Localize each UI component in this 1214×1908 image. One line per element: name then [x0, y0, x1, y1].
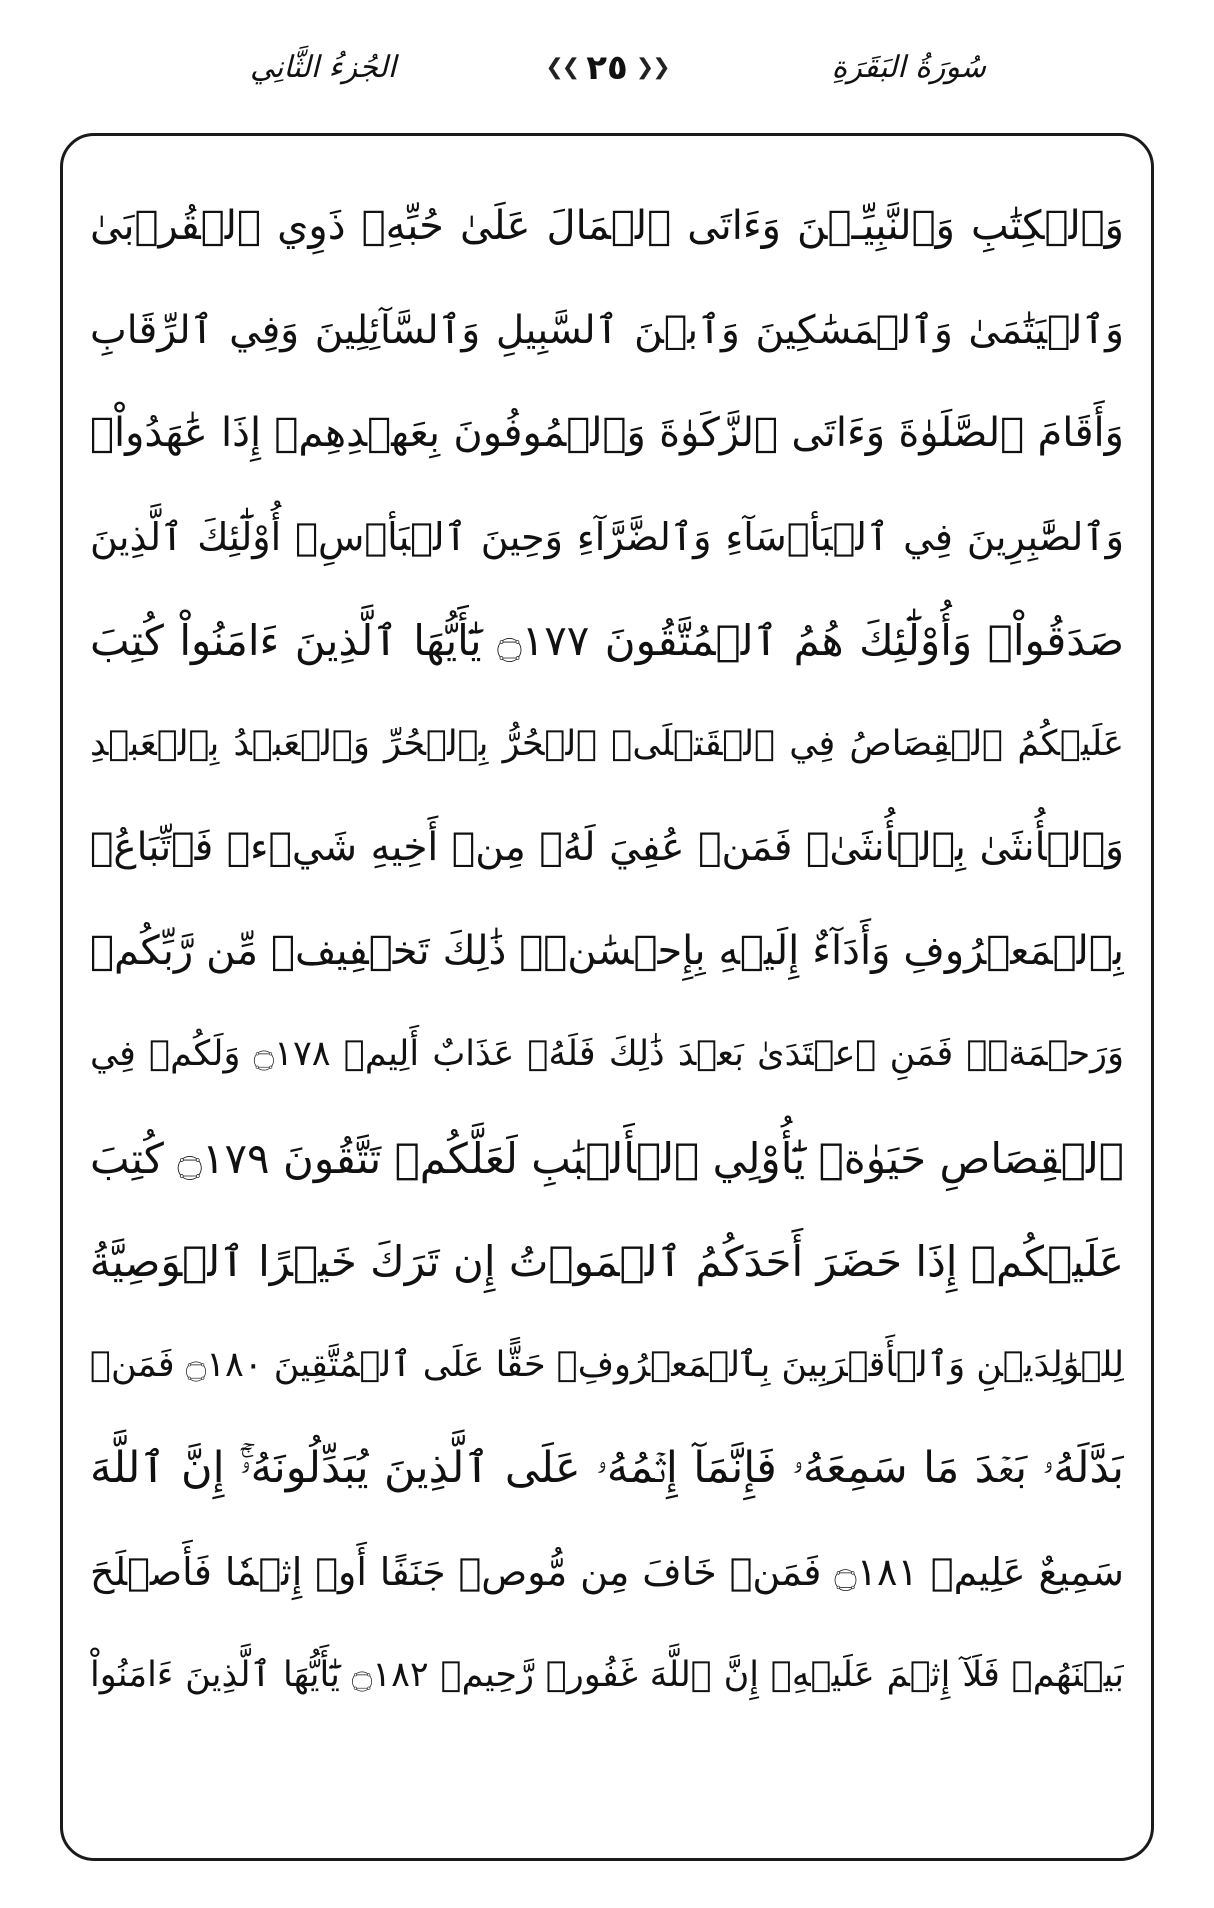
page-number-block — [545, 38, 668, 98]
text-line-4: وَٱلصَّٰبِرِينَ فِي ٱلۡبَأۡسَآءِ وَٱلضَّرَّآءِ وَحِينَ ٱلۡبَأۡسِۗ أُوْلَٰٓئِكَ ٱلَّذِينَ — [90, 514, 1124, 559]
page-number: ٢٥ — [586, 48, 628, 88]
text-line-15: بَيۡنَهُمۡ فَلَآ إِثۡمَ عَلَيۡهِۚ إِنَّ ٱللَّهَ غَفُورٞ رَّحِيمٞ ۝١٨٢ يَٰٓأَيُّهَا ٱلَّذِينَ ءَامَنُواْ — [90, 1655, 1124, 1695]
page-header — [0, 38, 1214, 98]
text-line-11: عَلَيۡكُمۡ إِذَا حَضَرَ أَحَدَكُمُ ٱلۡمَوۡتُ إِن تَرَكَ خَيۡرًا ٱلۡوَصِيَّةُ — [90, 1237, 1124, 1286]
text-line-14: سَمِيعٌ عَلِيمٞ ۝١٨١ فَمَنۡ خَافَ مِن مُّوصٖ جَنَفًا أَوۡ إِثۡمٗا فَأَصۡلَحَ — [90, 1549, 1124, 1594]
text-line-2: وَٱلۡيَتَٰمَىٰ وَٱلۡمَسَٰكِينَ وَٱبۡنَ ٱلسَّبِيلِ وَٱلسَّآئِلِينَ وَفِي ٱلرِّقَابِ — [90, 307, 1124, 353]
text-line-3: وَأَقَامَ ٱلصَّلَوٰةَ وَءَاتَى ٱلزَّكَوٰةَ وَٱلۡمُوفُونَ بِعَهۡدِهِمۡ إِذَا عَٰهَدُواْۖ — [90, 410, 1124, 456]
text-line-5: صَدَقُواْۖ وَأُوْلَٰٓئِكَ هُمُ ٱلۡمُتَّقُونَ ۝١٧٧ يَٰٓأَيُّهَا ٱلَّذِينَ ءَامَنُواْ كُتِبَ — [90, 616, 1124, 665]
verse-text — [90, 175, 1124, 1835]
text-line-12: لِلۡوَٰلِدَيۡنِ وَٱلۡأَقۡرَبِينَ بِٱلۡمَعۡرُوفِۖ حَقًّا عَلَى ٱلۡمُتَّقِينَ ۝١٨٠ فَمَنۢ — [90, 1344, 1124, 1385]
juz-name: الجُزءُ الثَّانِي — [250, 50, 397, 85]
ornament-right-icon: ❯❯ — [635, 55, 669, 80]
text-line-7: وَٱلۡأُنثَىٰ بِٱلۡأُنثَىٰۚ فَمَنۡ عُفِيَ لَهُۥ مِنۡ أَخِيهِ شَيۡءٞ فَٱتِّبَاعُۢ — [90, 825, 1124, 870]
text-line-10: ٱلۡقِصَاصِ حَيَوٰةٞ يَٰٓأُوْلِي ٱلۡأَلۡبَٰبِ لَعَلَّكُمۡ تَتَّقُونَ ۝١٧٩ كُتِبَ — [90, 1133, 1124, 1183]
surah-name: سُورَةُ البَقَرَةِ — [831, 50, 986, 85]
text-line-9: وَرَحۡمَةٞۗ فَمَنِ ٱعۡتَدَىٰ بَعۡدَ ذَٰلِكَ فَلَهُۥ عَذَابٌ أَلِيمٞ ۝١٧٨ وَلَكُمۡ فِي — [90, 1034, 1124, 1074]
text-line-8: بِٱلۡمَعۡرُوفِ وَأَدَآءٌ إِلَيۡهِ بِإِحۡسَٰنٖۗ ذَٰلِكَ تَخۡفِيفٞ مِّن رَّبِّكُمۡ — [90, 927, 1124, 974]
ornament-left-icon: ❮❮ — [545, 55, 579, 80]
text-line-1: وَٱلۡكِتَٰبِ وَٱلنَّبِيِّـۧنَ وَءَاتَى ٱلۡمَالَ عَلَىٰ حُبِّهِۦ ذَوِي ٱلۡقُرۡبَىٰ — [90, 203, 1124, 249]
text-line-6: عَلَيۡكُمُ ٱلۡقِصَاصُ فِي ٱلۡقَتۡلَىۖ ٱلۡحُرُّ بِٱلۡحُرِّ وَٱلۡعَبۡدُ بِٱلۡعَبۡدِ — [90, 723, 1124, 764]
text-line-13: بَدَّلَهُۥ بَعۡدَ مَا سَمِعَهُۥ فَإِنَّمَآ إِثۡمُهُۥ عَلَى ٱلَّذِينَ يُبَدِّلُونَهُۥٓۚ إِنَّ ٱللَّهَ — [90, 1443, 1124, 1493]
